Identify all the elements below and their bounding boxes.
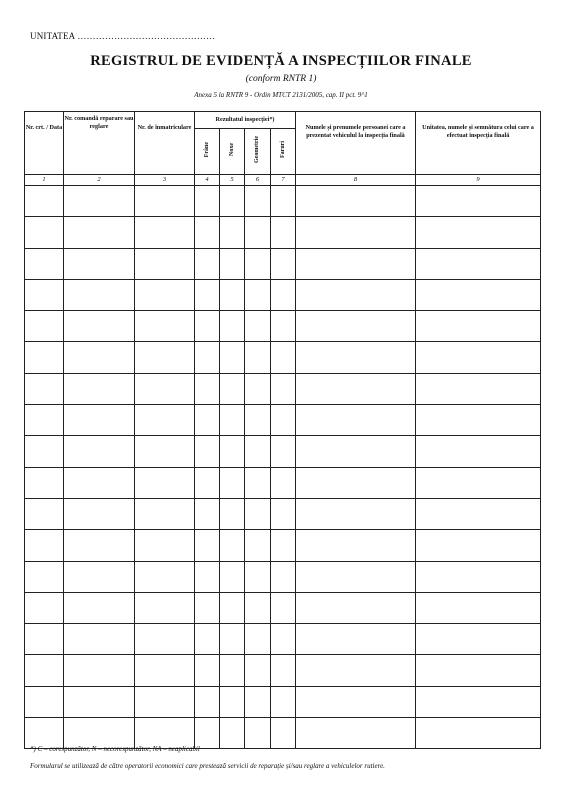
table-cell[interactable] bbox=[296, 248, 416, 279]
table-row bbox=[25, 530, 541, 561]
table-row bbox=[25, 686, 541, 717]
table-cell[interactable] bbox=[296, 686, 416, 717]
table-cell[interactable] bbox=[296, 498, 416, 529]
table-cell[interactable] bbox=[195, 530, 220, 561]
table-cell[interactable] bbox=[195, 405, 220, 436]
table-cell[interactable] bbox=[220, 248, 245, 279]
table-cell[interactable] bbox=[135, 186, 195, 217]
table-cell[interactable] bbox=[195, 436, 220, 467]
table-cell[interactable] bbox=[25, 248, 64, 279]
table-cell[interactable] bbox=[296, 467, 416, 498]
table-cell[interactable] bbox=[220, 686, 245, 717]
column-number: 1 bbox=[25, 175, 64, 186]
table-row bbox=[25, 498, 541, 529]
table-cell[interactable] bbox=[416, 624, 541, 655]
table-cell[interactable] bbox=[245, 655, 271, 686]
table-cell[interactable] bbox=[271, 405, 296, 436]
table-cell[interactable] bbox=[416, 467, 541, 498]
table-cell[interactable] bbox=[64, 686, 135, 717]
table-cell[interactable] bbox=[220, 655, 245, 686]
table-cell[interactable] bbox=[271, 530, 296, 561]
table-cell[interactable] bbox=[296, 530, 416, 561]
column-header-numele: Numele și prenumele persoanei care a prezentat vehiculul la inspecția finală bbox=[296, 112, 416, 175]
table-cell[interactable] bbox=[245, 561, 271, 592]
table-cell[interactable] bbox=[64, 405, 135, 436]
unit-label: UNITATEA ……………………………………… bbox=[30, 31, 216, 41]
table-row bbox=[25, 405, 541, 436]
table-cell[interactable] bbox=[220, 718, 245, 749]
table-cell[interactable] bbox=[64, 467, 135, 498]
table-row bbox=[25, 467, 541, 498]
column-header-nr-crt: Nr. crt. / Data bbox=[25, 112, 64, 175]
table-cell[interactable] bbox=[25, 405, 64, 436]
table-cell[interactable] bbox=[416, 592, 541, 623]
column-number: 8 bbox=[296, 175, 416, 186]
table-cell[interactable] bbox=[296, 718, 416, 749]
table-cell[interactable] bbox=[135, 342, 195, 373]
table-cell[interactable] bbox=[64, 561, 135, 592]
table-cell[interactable] bbox=[245, 498, 271, 529]
column-number: 6 bbox=[245, 175, 271, 186]
table-cell[interactable] bbox=[271, 686, 296, 717]
table-cell[interactable] bbox=[195, 248, 220, 279]
table-cell[interactable] bbox=[271, 624, 296, 655]
table-cell[interactable] bbox=[135, 498, 195, 529]
table-cell[interactable] bbox=[135, 467, 195, 498]
column-number: 7 bbox=[271, 175, 296, 186]
table-cell[interactable] bbox=[245, 592, 271, 623]
table-cell[interactable] bbox=[296, 279, 416, 310]
table-cell[interactable] bbox=[245, 467, 271, 498]
table-cell[interactable] bbox=[296, 217, 416, 248]
column-header-noxe: Noxe bbox=[228, 143, 235, 157]
table-cell[interactable] bbox=[25, 561, 64, 592]
table-cell[interactable] bbox=[135, 530, 195, 561]
table-cell[interactable] bbox=[64, 624, 135, 655]
table-cell[interactable] bbox=[25, 279, 64, 310]
column-header-faruri-cell bbox=[271, 129, 296, 175]
table-row bbox=[25, 279, 541, 310]
column-number: 3 bbox=[135, 175, 195, 186]
table-cell[interactable] bbox=[64, 592, 135, 623]
table-cell[interactable] bbox=[245, 186, 271, 217]
column-header-geometrie-cell bbox=[245, 129, 271, 175]
table-cell[interactable] bbox=[135, 217, 195, 248]
table-cell[interactable] bbox=[416, 686, 541, 717]
table-row bbox=[25, 248, 541, 279]
table-cell[interactable] bbox=[220, 624, 245, 655]
table-cell[interactable] bbox=[416, 248, 541, 279]
table-cell[interactable] bbox=[416, 311, 541, 342]
table-cell[interactable] bbox=[25, 592, 64, 623]
table-cell[interactable] bbox=[296, 592, 416, 623]
table-cell[interactable] bbox=[245, 248, 271, 279]
column-number-row bbox=[25, 175, 541, 186]
table-cell[interactable] bbox=[296, 186, 416, 217]
table-cell[interactable] bbox=[416, 342, 541, 373]
table-cell[interactable] bbox=[25, 342, 64, 373]
table-cell[interactable] bbox=[271, 467, 296, 498]
column-number: 2 bbox=[64, 175, 135, 186]
table-row bbox=[25, 373, 541, 404]
table-cell[interactable] bbox=[296, 405, 416, 436]
table-cell[interactable] bbox=[271, 186, 296, 217]
table-cell[interactable] bbox=[25, 467, 64, 498]
table-cell[interactable] bbox=[195, 373, 220, 404]
table-cell[interactable] bbox=[135, 248, 195, 279]
table-cell[interactable] bbox=[416, 217, 541, 248]
table-cell[interactable] bbox=[245, 530, 271, 561]
table-cell[interactable] bbox=[416, 498, 541, 529]
table-cell[interactable] bbox=[135, 405, 195, 436]
table-cell[interactable] bbox=[296, 373, 416, 404]
column-header-nr-inmatriculare: Nr. de înmatriculare bbox=[135, 112, 195, 175]
table-cell[interactable] bbox=[271, 279, 296, 310]
table-cell[interactable] bbox=[64, 373, 135, 404]
register-table bbox=[24, 111, 541, 749]
table-row bbox=[25, 561, 541, 592]
table-cell[interactable] bbox=[245, 624, 271, 655]
column-number: 9 bbox=[416, 175, 541, 186]
legend-note: *) C – corespunzător, N – necorespunzător, NA – neaplicabil bbox=[30, 745, 200, 753]
table-cell[interactable] bbox=[271, 436, 296, 467]
table-cell[interactable] bbox=[271, 248, 296, 279]
table-cell[interactable] bbox=[245, 217, 271, 248]
table-cell[interactable] bbox=[271, 655, 296, 686]
table-cell[interactable] bbox=[220, 530, 245, 561]
table-cell[interactable] bbox=[25, 686, 64, 717]
table-cell[interactable] bbox=[271, 498, 296, 529]
table-cell[interactable] bbox=[220, 311, 245, 342]
table-cell[interactable] bbox=[25, 311, 64, 342]
table-cell[interactable] bbox=[64, 279, 135, 310]
table-cell[interactable] bbox=[220, 342, 245, 373]
column-header-rezultatul: Rezultatul inspecției*) bbox=[195, 112, 296, 129]
column-number: 4 bbox=[195, 175, 220, 186]
table-cell[interactable] bbox=[135, 624, 195, 655]
table-cell[interactable] bbox=[64, 530, 135, 561]
table-cell[interactable] bbox=[245, 279, 271, 310]
table-cell[interactable] bbox=[25, 624, 64, 655]
table-row bbox=[25, 436, 541, 467]
table-cell[interactable] bbox=[245, 405, 271, 436]
column-header-geometrie: Geometrie bbox=[254, 136, 261, 164]
table-cell[interactable] bbox=[195, 186, 220, 217]
table-cell[interactable] bbox=[271, 342, 296, 373]
table-cell[interactable] bbox=[245, 686, 271, 717]
table-cell[interactable] bbox=[245, 311, 271, 342]
table-cell[interactable] bbox=[25, 655, 64, 686]
table-row bbox=[25, 655, 541, 686]
table-cell[interactable] bbox=[25, 186, 64, 217]
column-header-noxe-cell bbox=[220, 129, 245, 175]
table-cell[interactable] bbox=[416, 655, 541, 686]
table-cell[interactable] bbox=[245, 718, 271, 749]
table-cell[interactable] bbox=[195, 655, 220, 686]
table-cell[interactable] bbox=[416, 718, 541, 749]
table-cell[interactable] bbox=[271, 373, 296, 404]
table-cell[interactable] bbox=[64, 248, 135, 279]
table-cell[interactable] bbox=[220, 498, 245, 529]
table-cell[interactable] bbox=[296, 624, 416, 655]
page-subtitle: (conform RNTR 1) bbox=[245, 74, 317, 84]
table-cell[interactable] bbox=[271, 217, 296, 248]
table-cell[interactable] bbox=[195, 561, 220, 592]
table-cell[interactable] bbox=[135, 655, 195, 686]
table-cell[interactable] bbox=[416, 530, 541, 561]
table-row bbox=[25, 342, 541, 373]
table-cell[interactable] bbox=[416, 186, 541, 217]
usage-note: Formularul se utilizează de către operatorii economici care prestează servicii de reparație și/sau reglare a vehiculelor rutiere. bbox=[30, 762, 385, 770]
table-cell[interactable] bbox=[135, 686, 195, 717]
table-cell[interactable] bbox=[245, 436, 271, 467]
register-rows bbox=[25, 186, 541, 749]
table-cell[interactable] bbox=[245, 373, 271, 404]
table-row bbox=[25, 217, 541, 248]
table-cell[interactable] bbox=[195, 498, 220, 529]
table-cell[interactable] bbox=[135, 279, 195, 310]
table-cell[interactable] bbox=[220, 405, 245, 436]
table-cell[interactable] bbox=[195, 279, 220, 310]
table-cell[interactable] bbox=[64, 655, 135, 686]
table-cell[interactable] bbox=[220, 217, 245, 248]
column-header-frane: Frâne bbox=[203, 142, 210, 158]
table-cell[interactable] bbox=[195, 467, 220, 498]
table-cell[interactable] bbox=[25, 498, 64, 529]
table-cell[interactable] bbox=[25, 436, 64, 467]
column-header-nr-comanda: Nr. comandă reparare sau reglare bbox=[64, 112, 135, 175]
table-cell[interactable] bbox=[25, 217, 64, 248]
table-cell[interactable] bbox=[64, 498, 135, 529]
table-cell[interactable] bbox=[25, 373, 64, 404]
table-cell[interactable] bbox=[220, 279, 245, 310]
table-cell[interactable] bbox=[220, 592, 245, 623]
table-cell[interactable] bbox=[271, 592, 296, 623]
table-cell[interactable] bbox=[271, 311, 296, 342]
table-cell[interactable] bbox=[296, 561, 416, 592]
table-cell[interactable] bbox=[195, 686, 220, 717]
table-cell[interactable] bbox=[135, 311, 195, 342]
table-cell[interactable] bbox=[195, 311, 220, 342]
table-cell[interactable] bbox=[64, 186, 135, 217]
table-cell[interactable] bbox=[135, 373, 195, 404]
table-cell[interactable] bbox=[64, 217, 135, 248]
column-header-unitatea: Unitatea, numele și semnătura celui care a efectuat inspecția finală bbox=[416, 112, 541, 175]
annex-reference: Anexa 5 la RNTR 9 - Ordin MTCT 2131/2005, cap. II pct. 9^1 bbox=[194, 91, 368, 99]
table-cell[interactable] bbox=[64, 342, 135, 373]
table-cell[interactable] bbox=[25, 530, 64, 561]
table-cell[interactable] bbox=[416, 405, 541, 436]
table-cell[interactable] bbox=[296, 655, 416, 686]
page-title: REGISTRUL DE EVIDENȚĂ A INSPECȚIILOR FINALE bbox=[90, 53, 472, 69]
table-cell[interactable] bbox=[195, 342, 220, 373]
column-number: 5 bbox=[220, 175, 245, 186]
table-cell[interactable] bbox=[220, 561, 245, 592]
table-cell[interactable] bbox=[296, 436, 416, 467]
table-cell[interactable] bbox=[220, 186, 245, 217]
table-cell[interactable] bbox=[220, 467, 245, 498]
table-row bbox=[25, 592, 541, 623]
table-cell[interactable] bbox=[245, 342, 271, 373]
table-cell[interactable] bbox=[220, 373, 245, 404]
table-cell[interactable] bbox=[220, 436, 245, 467]
table-cell[interactable] bbox=[64, 311, 135, 342]
column-header-faruri: Faruri bbox=[279, 141, 286, 159]
table-cell[interactable] bbox=[64, 436, 135, 467]
table-cell[interactable] bbox=[135, 436, 195, 467]
table-cell[interactable] bbox=[416, 279, 541, 310]
table-cell[interactable] bbox=[296, 311, 416, 342]
table-row bbox=[25, 186, 541, 217]
table-cell[interactable] bbox=[296, 342, 416, 373]
table-cell[interactable] bbox=[416, 436, 541, 467]
table-cell[interactable] bbox=[195, 592, 220, 623]
table-cell[interactable] bbox=[135, 561, 195, 592]
table-cell[interactable] bbox=[135, 592, 195, 623]
table-cell[interactable] bbox=[416, 373, 541, 404]
table-cell[interactable] bbox=[195, 217, 220, 248]
table-row bbox=[25, 624, 541, 655]
column-header-frane-cell bbox=[195, 129, 220, 175]
table-cell[interactable] bbox=[416, 561, 541, 592]
table-row bbox=[25, 311, 541, 342]
table-cell[interactable] bbox=[195, 624, 220, 655]
table-cell[interactable] bbox=[271, 561, 296, 592]
table-cell[interactable] bbox=[271, 718, 296, 749]
